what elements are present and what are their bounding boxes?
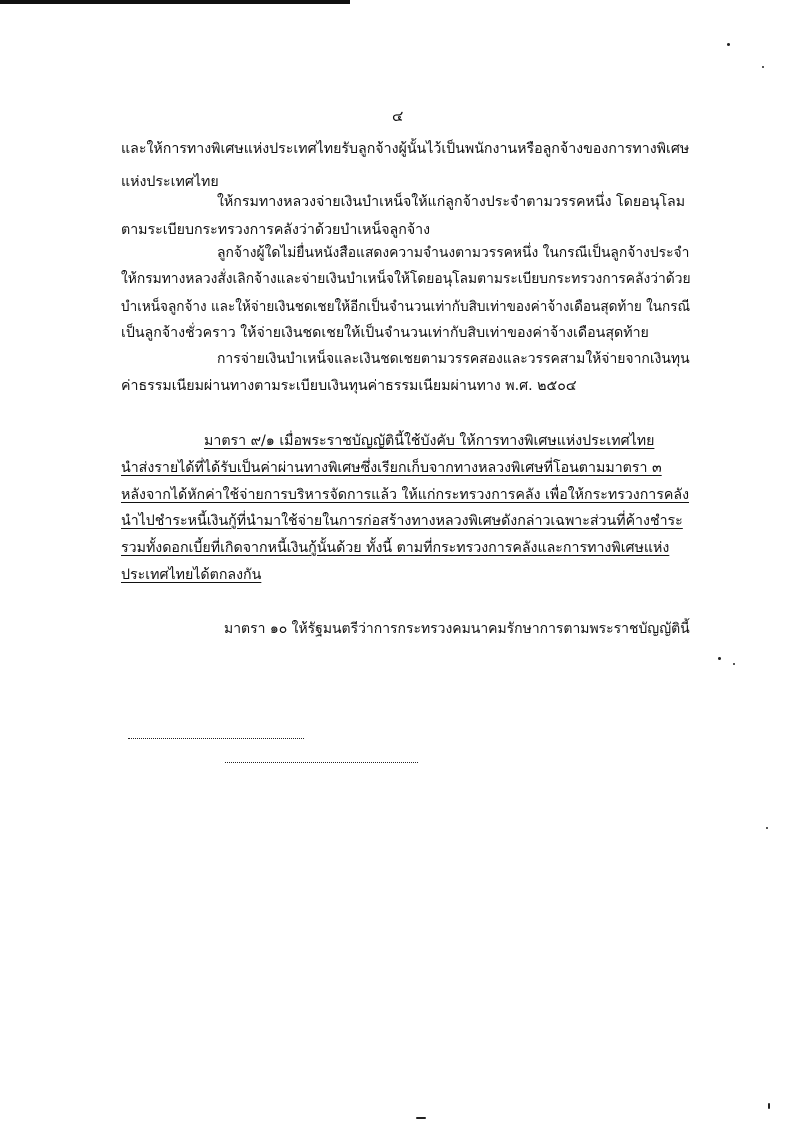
paragraph-2-line: ตามระเบียบกระทรวงการคลังว่าด้วยบำเหน็จลูกจ้าง <box>121 222 431 238</box>
scan-speck <box>733 663 735 665</box>
paragraph-3-line: ให้กรมทางหลวงสั่งเลิกจ้างและจ่ายเงินบำเหน็จให้โดยอนุโลมตามระเบียบกระทรวงการคลังว่าด้วย <box>121 271 691 287</box>
section-9-1-line: รวมทั้งดอกเบี้ยที่เกิดจากหนี้เงินกู้นั้นด้วย ทั้งนี้ ตามที่กระทรวงการคลังและการทางพิเศษแห่ง <box>121 540 670 556</box>
section-9-1-line: หลังจากได้หักค่าใช้จ่ายการบริหารจัดการแล้ว ให้แก่กระทรวงการคลัง เพื่อให้กระทรวงการคลัง <box>121 487 689 503</box>
paragraph-1-line: และให้การทางพิเศษแห่งประเทศไทยรับลูกจ้างผู้นั้นไว้เป็นพนักงานหรือลูกจ้างของการทางพิเศษ <box>121 141 690 157</box>
paragraph-2-line: ให้กรมทางหลวงจ่ายเงินบำเหน็จให้แก่ลูกจ้างประจำตามวรรคหนึ่ง โดยอนุโลม <box>217 194 686 210</box>
section-9-1-line: ประเทศไทยได้ตกลงกัน <box>121 567 262 583</box>
section-10-line: มาตรา ๑๐ ให้รัฐมนตรีว่าการกระทรวงคมนาคมรักษาการตามพระราชบัญญัตินี้ <box>224 621 690 637</box>
paragraph-1-line: แห่งประเทศไทย <box>121 174 219 190</box>
signature-dotted-line <box>128 738 304 739</box>
scan-speck <box>718 657 721 660</box>
section-9-1-line: นำไปชำระหนี้เงินกู้ที่นำมาใช้จ่ายในการก่อสร้างทางหลวงพิเศษดังกล่าวเฉพาะส่วนที่ค้างชำระ <box>121 513 683 529</box>
scan-speck <box>766 827 768 829</box>
paragraph-3-line: บำเหน็จลูกจ้าง และให้จ่ายเงินชดเชยให้อีกเป็นจำนวนเท่ากับสิบเท่าของค่าจ้างเดือนสุดท้าย ในกรณี <box>121 299 691 315</box>
section-9-1-line: นำส่งรายได้ที่ได้รับเป็นค่าผ่านทางพิเศษซึ่งเรียกเก็บจากทางหลวงพิเศษที่โอนตามมาตรา ๓ <box>121 460 662 476</box>
paragraph-4-line: การจ่ายเงินบำเหน็จและเงินชดเชยตามวรรคสองและวรรคสามให้จ่ายจากเงินทุน <box>217 351 690 367</box>
scan-speck <box>416 1117 426 1119</box>
signature-dotted-line <box>225 762 418 763</box>
scan-speck <box>762 66 764 68</box>
paragraph-3-line: เป็นลูกจ้างชั่วคราว ให้จ่ายเงินชดเชยให้เป็นจำนวนเท่ากับสิบเท่าของค่าจ้างเดือนสุดท้าย <box>121 325 649 341</box>
page-number: ๔ <box>392 107 404 125</box>
scan-speck <box>768 1103 770 1109</box>
scan-edge-mark <box>0 0 350 4</box>
section-9-1-line: มาตรา ๙/๑ เมื่อพระราชบัญญัตินี้ใช้บังคับ ให้การทางพิเศษแห่งประเทศไทย <box>204 433 655 449</box>
paragraph-3-line: ลูกจ้างผู้ใดไม่ยื่นหนังสือแสดงความจำนงตามวรรคหนึ่ง ในกรณีเป็นลูกจ้างประจำ <box>217 245 690 261</box>
paragraph-4-line: ค่าธรรมเนียมผ่านทางตามระเบียบเงินทุนค่าธรรมเนียมผ่านทาง พ.ศ. ๒๕๐๔ <box>121 378 577 394</box>
scan-speck <box>727 43 730 46</box>
